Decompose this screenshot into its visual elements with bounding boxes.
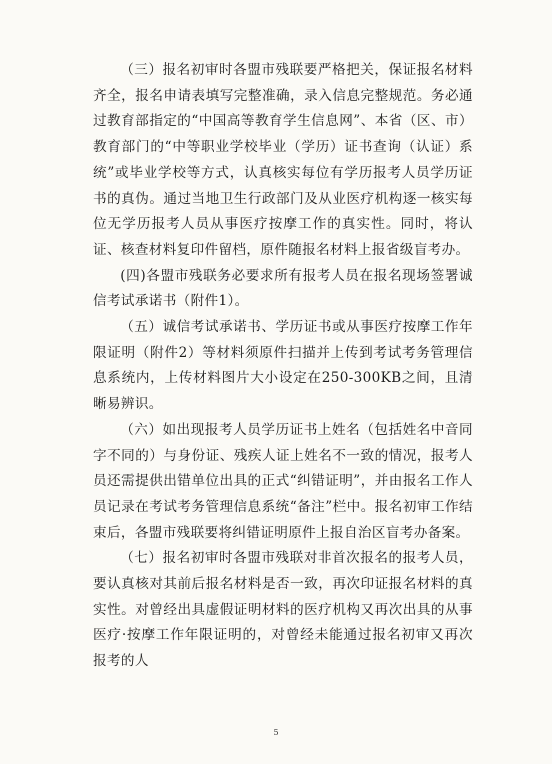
document-body <box>93 58 473 675</box>
paragraph-3: （三）报名初审时各盟市残联要严格把关，保证报名材料齐全，报名申请表填写完整准确，录入信息完整规范。务必通过教育部指定的“中国高等教育学生信息网”、本省（区、市）教育部门的“中等职业学校毕业（学历）证书查询（认证）系统”或毕业学校等方式，认真核实每位有学历报考人员学历证书的真伪。通过当地卫生行政部门及从业医疗机构逐一核实每位无学历报考人员从事医疗按摩工作的真实性。同时，将认证、核查材料复印件留档，原件随报名材料上报省级盲考办。 <box>93 62 473 258</box>
paragraph-5: （五）诚信考试承诺书、学历证书或从事医疗按摩工作年限证明（附件2）等材料须原件扫描并上传到考试考务管理信息系统内，上传材料图片大小设定在250-300KB之间，且清晰易辨识。 <box>93 319 473 413</box>
paragraph-7: （七）报名初审时各盟市残联对非首次报名的报考人员，要认真核对其前后报名材料是否一致，再次印证报名材料的真实性。对曾经出具虚假证明材料的医疗机构又再次出具的从事医疗·按摩工作年限证明的，对曾经未能通过报名初审又再次报考的人 <box>93 550 473 670</box>
paragraph-4: (四)各盟市残联务必要求所有报考人员在报名现场签署诚信考试承诺书（附件1）。 <box>93 267 473 310</box>
paragraph-6: （六）如出现报考人员学历证书上姓名（包括姓名中音同字不同的）与身份证、残疾人证上姓名不一致的情况，报考人员还需提供出错单位出具的正式“纠错证明”，并由报名工作人员记录在考试考务管理信息系统“备注”栏中。报名初审工作结束后，各盟市残联要将纠错证明原件上报自治区盲考办备案。 <box>93 421 473 541</box>
page-number: 5 <box>273 728 279 737</box>
